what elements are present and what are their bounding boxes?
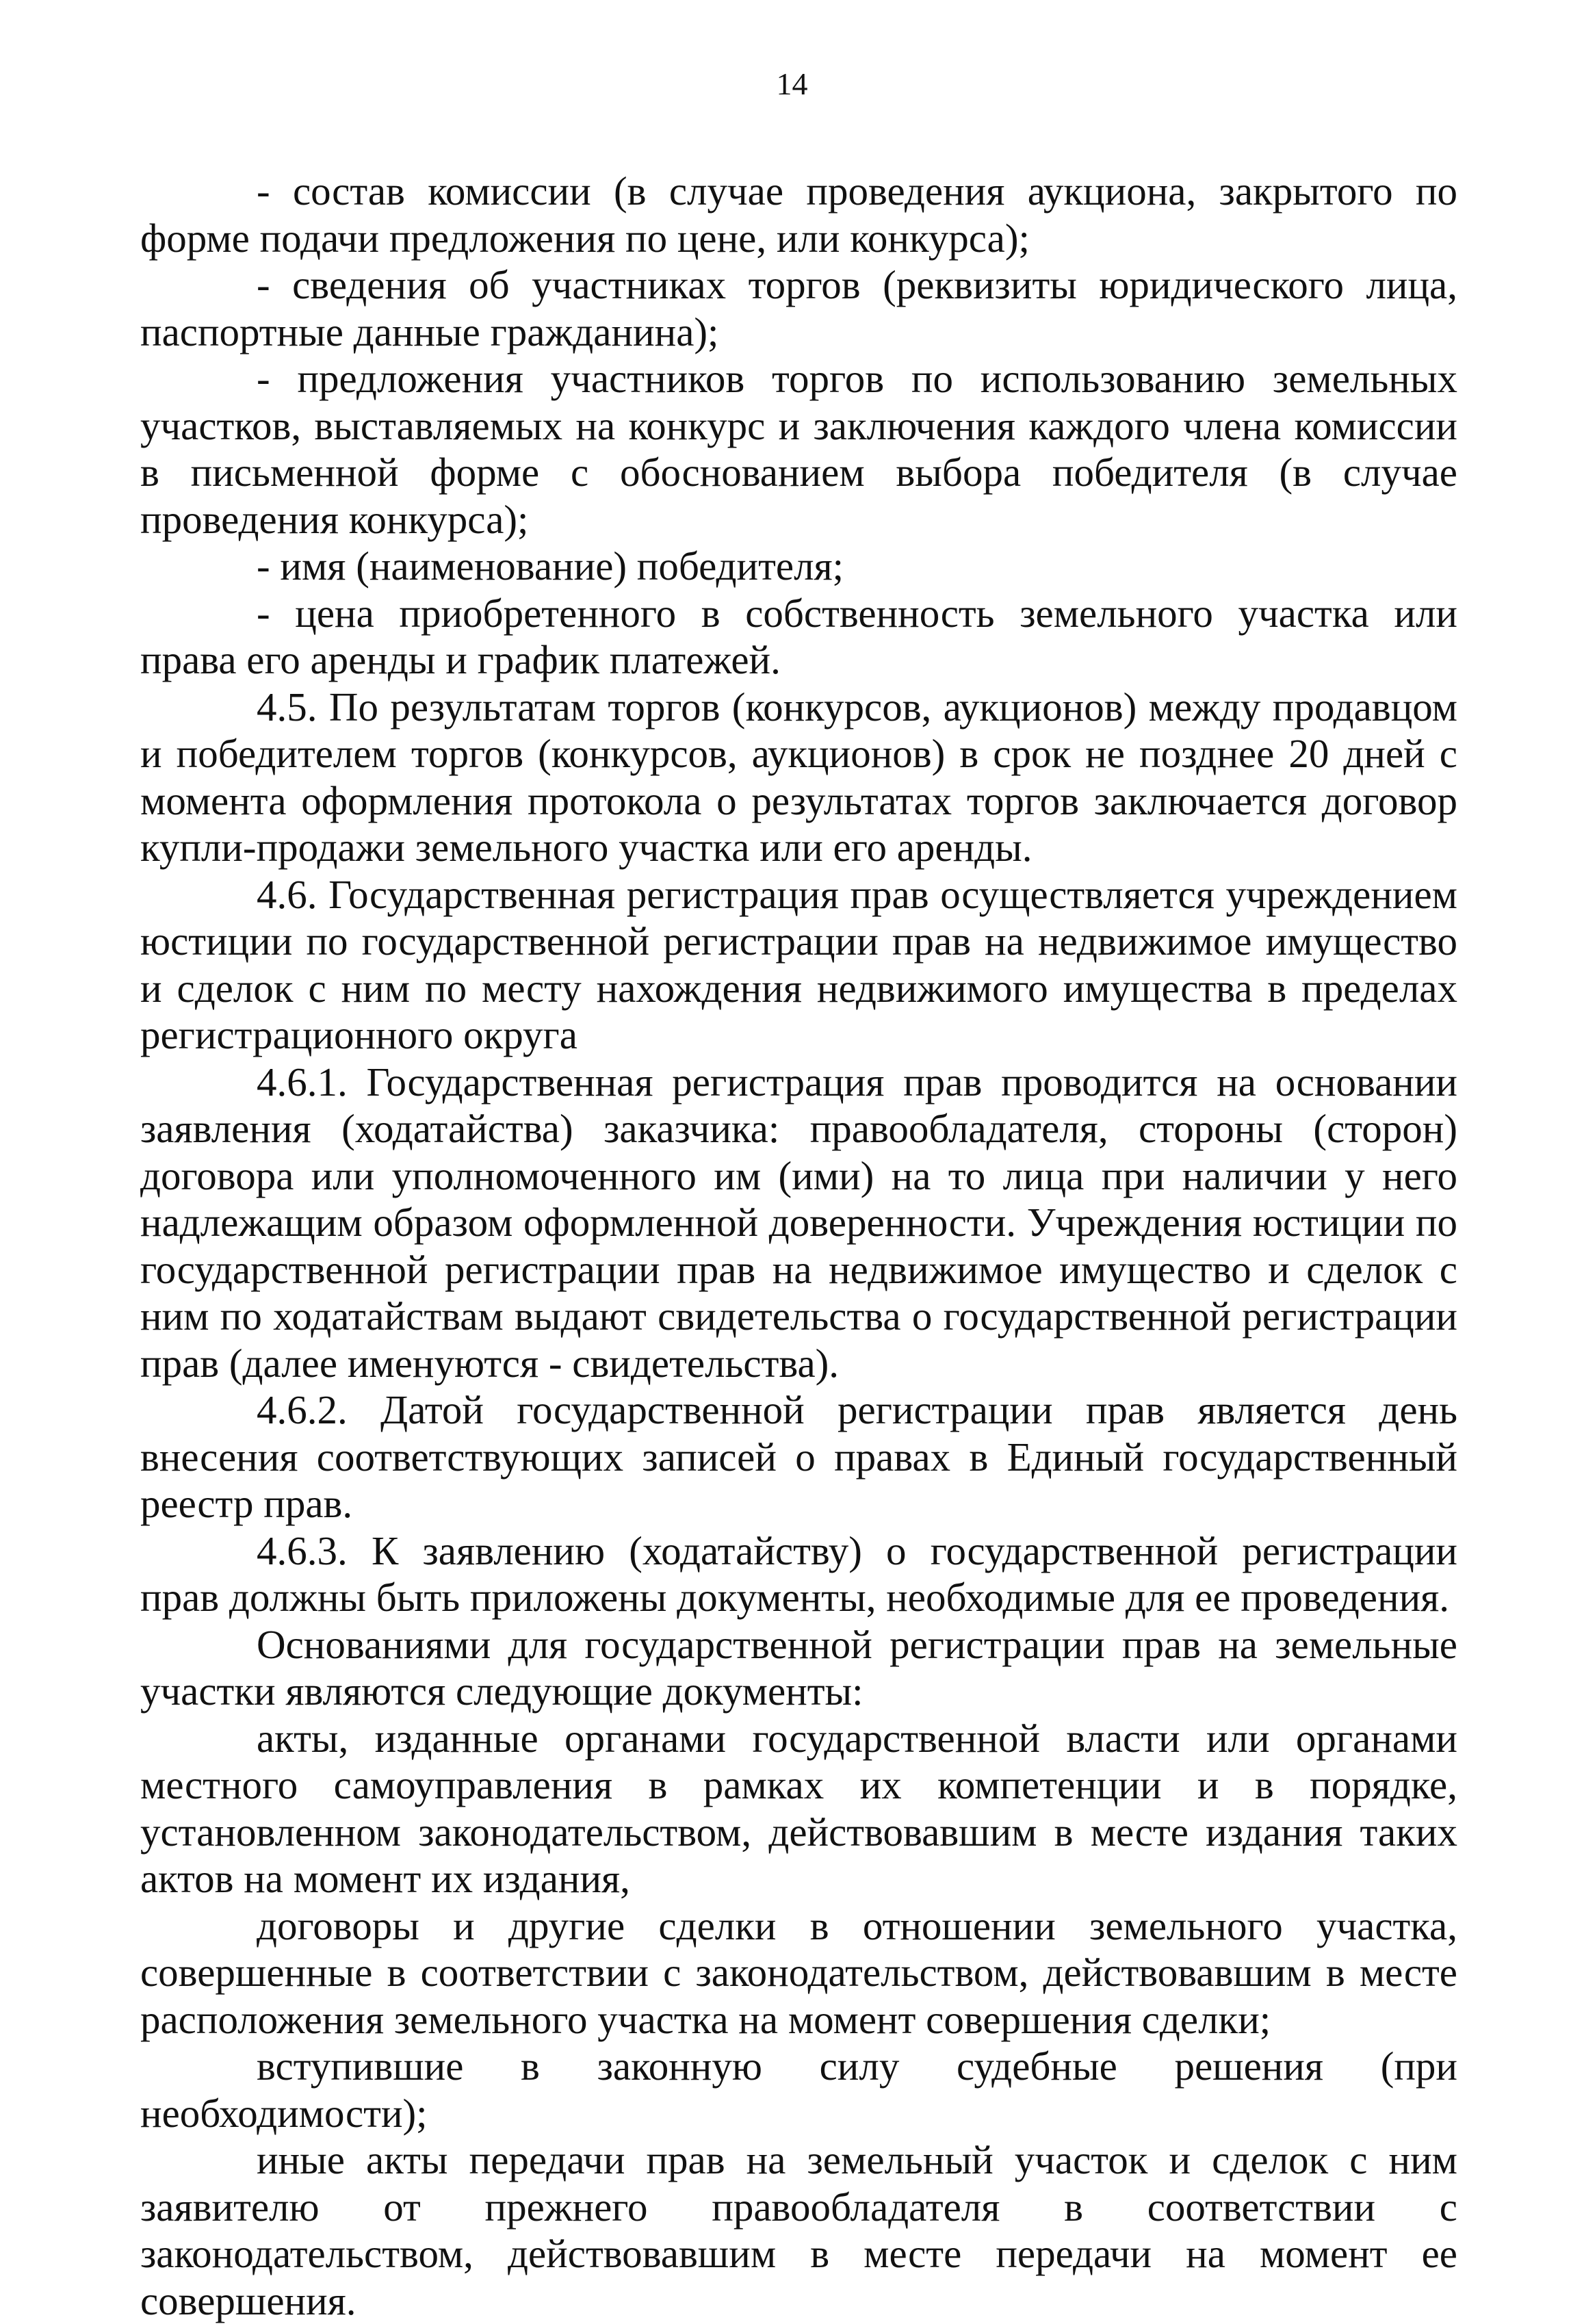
clause-4-5: 4.5. По результатам торгов (конкурсов, аукционов) между продавцом и победителем торгов (конкурсов, аукционов) в срок не позднее 20 дней с момента оформления протокола о результатах торгов заключается договор купли-продажи земельного участка или его аренды. <box>140 684 1457 870</box>
list-item-commission-composition: - состав комиссии (в случае проведения аукциона, закрытого по форме подачи предложения по цене, или конкурса); <box>140 168 1457 261</box>
grounds-item-acts: акты, изданные органами государственной власти или органами местного самоуправления в рамках их компетенции и в порядке, установленном законодательством, действовавшим в месте издания таких актов на момент их издания, <box>140 1715 1457 1901</box>
clause-4-6-3: 4.6.3. К заявлению (ходатайству) о государственной регистрации прав должны быть приложены документы, необходимые для ее проведения. <box>140 1527 1457 1620</box>
list-item-winner-name: - имя (наименование) победителя; <box>257 543 844 589</box>
grounds-item-court-decisions: вступившие в законную силу судебные решения (при необходимости); <box>140 2043 1457 2136</box>
page-number: 14 <box>776 66 808 101</box>
clause-4-6-2: 4.6.2. Датой государственной регистрации прав является день внесения соответствующих записей о правах в Единый государственный реестр прав. <box>140 1387 1457 1526</box>
clause-4-6-1: 4.6.1. Государственная регистрация прав проводится на основании заявления (ходатайства) заказчика: правообладателя, стороны (сторон) договора или уполномоченного им (ими) на то лица при наличии у него надлежащим образом оформленной доверенности. Учреждения юстиции по государственной регистрации прав на недвижимое имущество и сделок с ним по ходатайствам выдают свидетельства о государственной регистрации прав (далее именуются - свидетельства). <box>140 1059 1457 1386</box>
document-body <box>140 168 1457 2324</box>
grounds-intro-paragraph: Основаниями для государственной регистрации прав на земельные участки являются следующие документы: <box>140 1621 1457 1714</box>
grounds-item-other-acts: иные акты передачи прав на земельный участок и сделок с ним заявителю от прежнего правообладателя в соответствии с законодательством, действовавшим в месте передачи на момент ее совершения. <box>140 2137 1457 2323</box>
list-item-participants-info: - сведения об участниках торгов (реквизиты юридического лица, паспортные данные гражданина); <box>140 262 1457 354</box>
clause-4-6: 4.6. Государственная регистрация прав осуществляется учреждением юстиции по государственной регистрации прав на недвижимое имущество и сделок с ним по месту нахождения недвижимого имущества в пределах регистрационного округа <box>140 871 1457 1057</box>
list-item-participants-proposals: - предложения участников торгов по использованию земельных участков, выставляемых на конкурс и заключения каждого члена комиссии в письменной форме с обоснованием выбора победителя (в случае проведения конкурса); <box>140 356 1457 542</box>
grounds-item-contracts: договоры и другие сделки в отношении земельного участка, совершенные в соответствии с законодательством, действовавшим в месте расположения земельного участка на момент совершения сделки; <box>140 1902 1457 2042</box>
list-item-price-and-schedule: - цена приобретенного в собственность земельного участка или права его аренды и график платежей. <box>140 590 1457 682</box>
